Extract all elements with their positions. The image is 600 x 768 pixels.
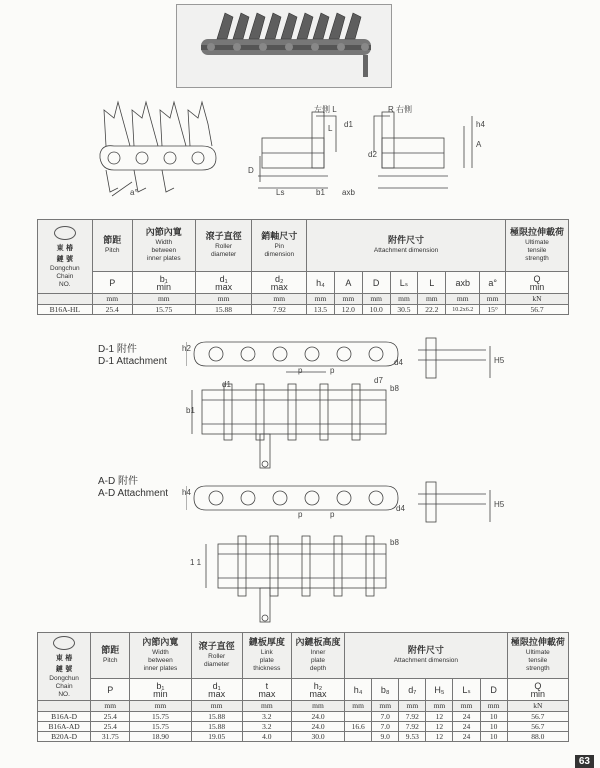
table-row: B16A-AD 25.4 15.75 15.88 3.2 24.0 16.6 7.0 7.92 12 24 10 56.7	[38, 722, 569, 732]
right-side-label: R 右側	[388, 105, 412, 114]
d-spec-table: 東 椿 鏈 號 Dongchun Chain NO. 節距 Pitch 內節內寬 Width between inner plates 滾子直徑 Roller diameter 鏈板厚度 Link plate thickness 內鏈板高度 Inner plate depth 附件尺寸 Attachment dimension 極限拉伸載荷 Ultimate tensile strength P b₁ min d₁ max t max h₂ max h₄ b₈ d₇ H₅ Lₛ D Q min mm mm mm mm mm mm mm mm mm mm mm kN B16A-D 25.4 15.75 15.88 3.2 24.0 7.0 7.92 12 24 10 56.7 B16A-AD 25.4 15.75 15.88 3.2 24.0 16.6 7.0 7.92 12 24 10 56.7 B20A-D 31.75 18.90 19.05 4.0 30.0 9.0 9.53 12 24 10 88.0	[37, 632, 569, 742]
ad-attachment-svg	[186, 472, 516, 628]
depth-header: 內鏈板高度 Inner plate depth	[291, 633, 344, 679]
hl-attachment-drawing	[92, 96, 532, 207]
dim-L: L	[328, 124, 333, 133]
table-row: B16A-HL 25.4 15.75 15.88 7.92 13.5 12.0 10.0 30.5 22.2 10.2x6.2 15° 56.7	[38, 305, 569, 315]
pin-header: 銷軸尺寸 Pin dimension	[252, 220, 307, 272]
thickness-header: 鏈板厚度 Link plate thickness	[242, 633, 291, 679]
width-header: 內節內寬 Width between inner plates	[130, 633, 191, 679]
dim-d2: d2	[368, 150, 377, 159]
d1-attachment-svg	[186, 328, 516, 474]
ad-attachment-title: A-D 附件 A-D Attachment	[98, 476, 169, 499]
dim-angle: a°	[130, 188, 138, 197]
chain-no-header: 東 椿 鏈 號 Dongchun Chain NO.	[38, 633, 91, 701]
product-photo	[176, 4, 392, 88]
dongchun-logo	[54, 226, 76, 240]
hl-attachment-svg	[92, 96, 532, 202]
dim-b1: b1	[316, 188, 325, 197]
dim-axb: axb	[342, 188, 355, 197]
chain-photo-illustration	[177, 5, 391, 87]
hl-spec-table: 東 椿 鏈 號 Dongchun Chain NO. 節距 Pitch 內節內寬 Width between inner plates 滾子直徑 Roller diameter 銷軸尺寸 Pin dimension 附件尺寸 Attachment dimension 極限拉伸載荷 Ultimate tensile strength P b₁ min d₁ max d₂ max h₄ A D Lₛ L axb a° Q min mm mm mm mm mm mm mm mm mm mm mm kN B16A-HL 25.4 15.75 15.88 7.92 13.5 12.0 10.0 30.5 22.2 10.2x6.2 15° 56.7	[37, 219, 569, 315]
dim-A: A	[476, 140, 482, 149]
width-header: 內節內寬 Width between inner plates	[132, 220, 195, 272]
pitch-header: 節距 Pitch	[91, 633, 130, 679]
roller-header: 滾子直徑 Roller diameter	[195, 220, 252, 272]
roller-header: 滾子直徑 Roller diameter	[191, 633, 242, 679]
attachment-header: 附件尺寸 Attachment dimension	[307, 220, 506, 272]
units-row: mm mm mm mm mm mm mm mm mm mm mm kN	[38, 701, 569, 712]
units-row: mm mm mm mm mm mm mm mm mm mm mm kN	[38, 294, 569, 305]
ad-attachment-drawing: h4 p p d4 H5 1 1 b8	[186, 472, 516, 633]
dim-D: D	[248, 166, 254, 175]
chain-no-header: 東 椿 鏈 號 Dongchun Chain NO.	[38, 220, 93, 294]
page-number: 63	[575, 755, 594, 768]
dim-h4: h4	[476, 120, 485, 129]
left-side-label: 左側 L	[314, 105, 337, 114]
pitch-header: 節距 Pitch	[92, 220, 132, 272]
attachment-header: 附件尺寸 Attachment dimension	[345, 633, 508, 679]
tensile-header: 極限拉伸載荷 Ultimate tensile strength	[507, 633, 568, 679]
d1-attachment-drawing: h2 p p d4 H5 d1 d7 b1 b8	[186, 328, 516, 479]
dim-Ls: Ls	[276, 188, 285, 197]
table-row: B20A-D 31.75 18.90 19.05 4.0 30.0 9.0 9.53 12 24 10 88.0	[38, 732, 569, 742]
table-row: B16A-D 25.4 15.75 15.88 3.2 24.0 7.0 7.92 12 24 10 56.7	[38, 712, 569, 722]
tensile-header: 極限拉伸載荷 Ultimate tensile strength	[506, 220, 569, 272]
dim-d1: d1	[344, 120, 353, 129]
d1-attachment-title: D-1 附件 D-1 Attachment	[98, 344, 167, 367]
dongchun-logo	[53, 636, 75, 650]
